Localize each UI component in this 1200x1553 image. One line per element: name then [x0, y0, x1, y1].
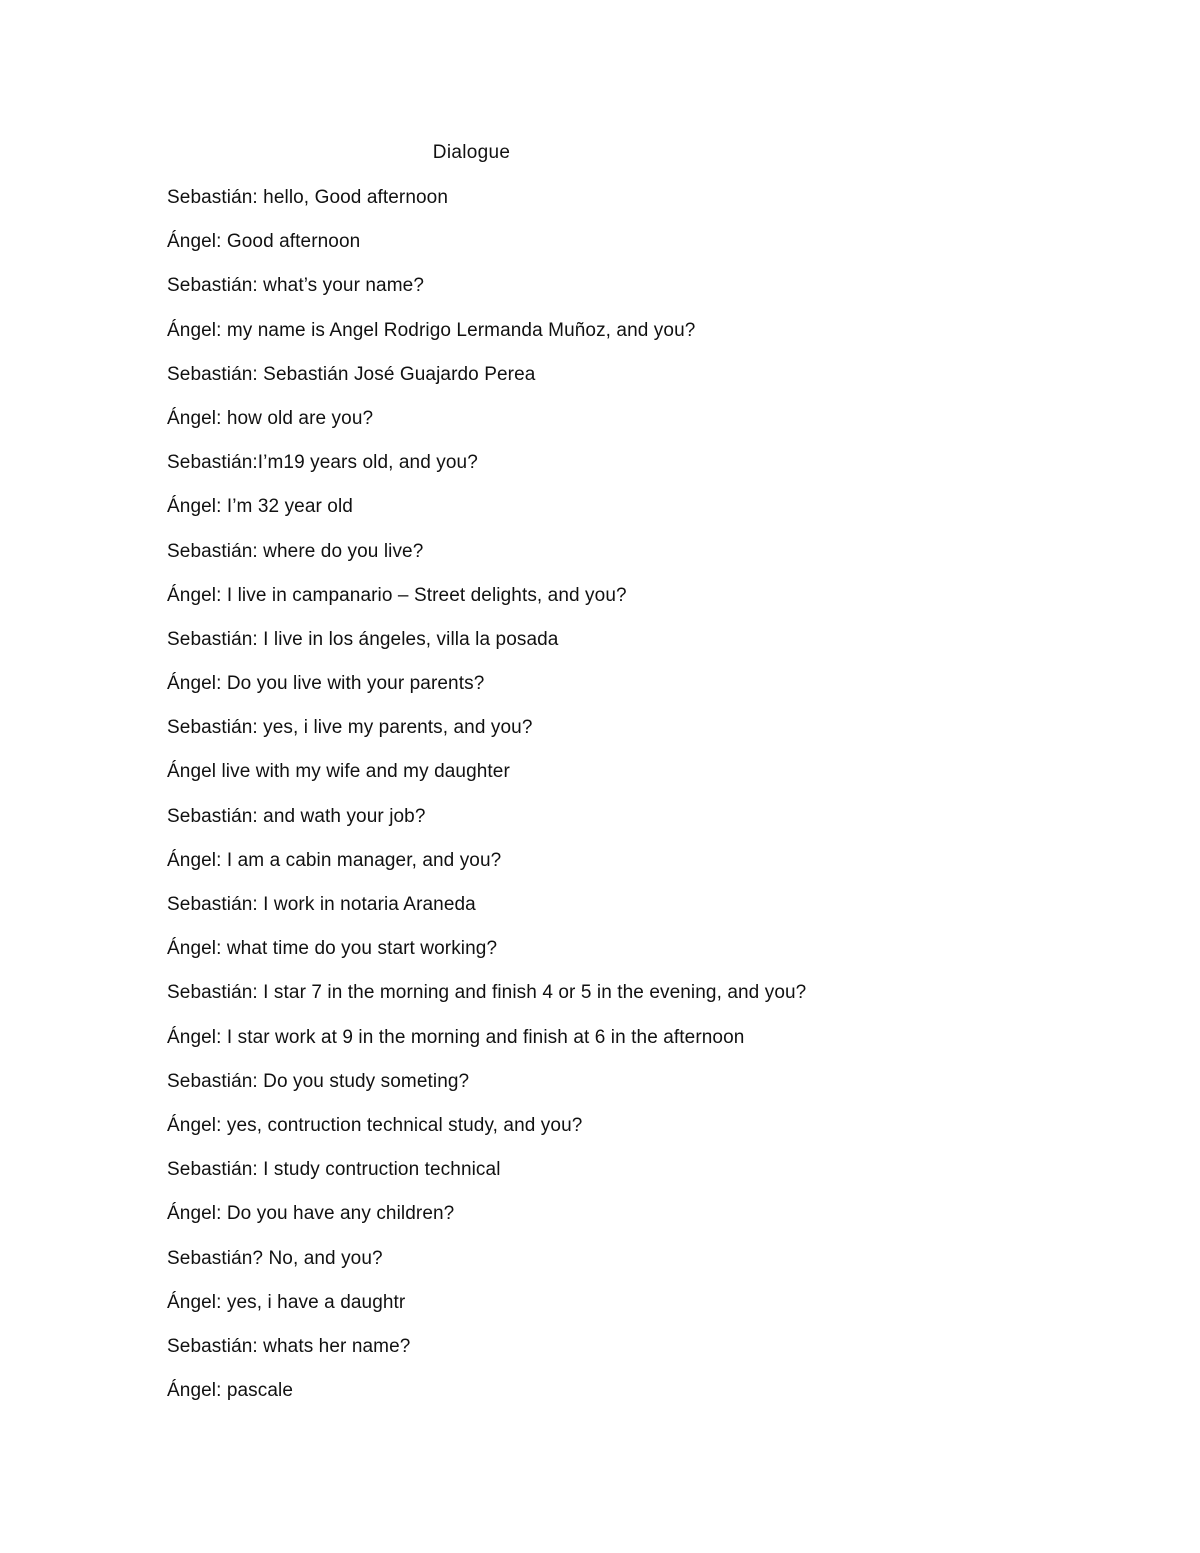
dialogue-line: Ángel: Good afternoon: [167, 231, 361, 253]
dialogue-line: Sebastián: Do you study someting?: [167, 1070, 470, 1092]
dialogue-line: Sebastián: I work in notaria Araneda: [167, 894, 476, 915]
document-title: Dialogue: [432, 142, 511, 163]
dialogue-line: Ángel live with my wife and my daughter: [167, 761, 510, 783]
dialogue-line: Sebastián: I live in los ángeles, villa la posada: [167, 628, 559, 650]
dialogue-line: Ángel: yes, i have a daughtr: [167, 1291, 406, 1313]
dialogue-line: Sebastián: I study contruction technical: [167, 1159, 501, 1181]
dialogue-line: Sebastián: yes, i live my parents, and you?: [167, 717, 533, 739]
dialogue-line: Sebastián: hello, Good afternoon: [167, 187, 449, 208]
dialogue-line: Ángel: what time do you start working?: [167, 938, 498, 960]
dialogue-line: Ángel: I star work at 9 in the morning and finish at 6 in the afternoon: [167, 1026, 745, 1048]
dialogue-line: Ángel: yes, contruction technical study, and you?: [167, 1114, 583, 1136]
dialogue-line: Ángel: Do you have any children?: [167, 1203, 455, 1225]
dialogue-line: Ángel: my name is Angel Rodrigo Lermanda Muñoz, and you?: [167, 319, 696, 341]
dialogue-line: Sebastián: what’s your name?: [167, 275, 424, 297]
dialogue-line: Sebastián: and wath your job?: [167, 805, 426, 827]
dialogue-line: Ángel: I live in campanario – Street delights, and you?: [167, 584, 627, 606]
dialogue-line: Sebastián: I star 7 in the morning and finish 4 or 5 in the evening, and you?: [167, 982, 807, 1004]
dialogue-line: Ángel: I’m 32 year old: [167, 496, 353, 518]
dialogue-line: Sebastián: Sebastián José Guajardo Perea: [167, 363, 536, 385]
dialogue-line: Sebastián? No, and you?: [167, 1247, 383, 1269]
dialogue-lines: [167, 185, 1147, 1422]
dialogue-line: Ángel: I am a cabin manager, and you?: [167, 849, 502, 871]
dialogue-line: Sebastián: where do you live?: [167, 540, 424, 562]
dialogue-line: Ángel: Do you live with your parents?: [167, 673, 485, 695]
dialogue-line: Ángel: pascale: [167, 1380, 294, 1402]
dialogue-line: Sebastián: whats her name?: [167, 1335, 411, 1357]
dialogue-line: Ángel: how old are you?: [167, 407, 374, 429]
dialogue-line: Sebastián:I’m19 years old, and you?: [167, 452, 478, 474]
